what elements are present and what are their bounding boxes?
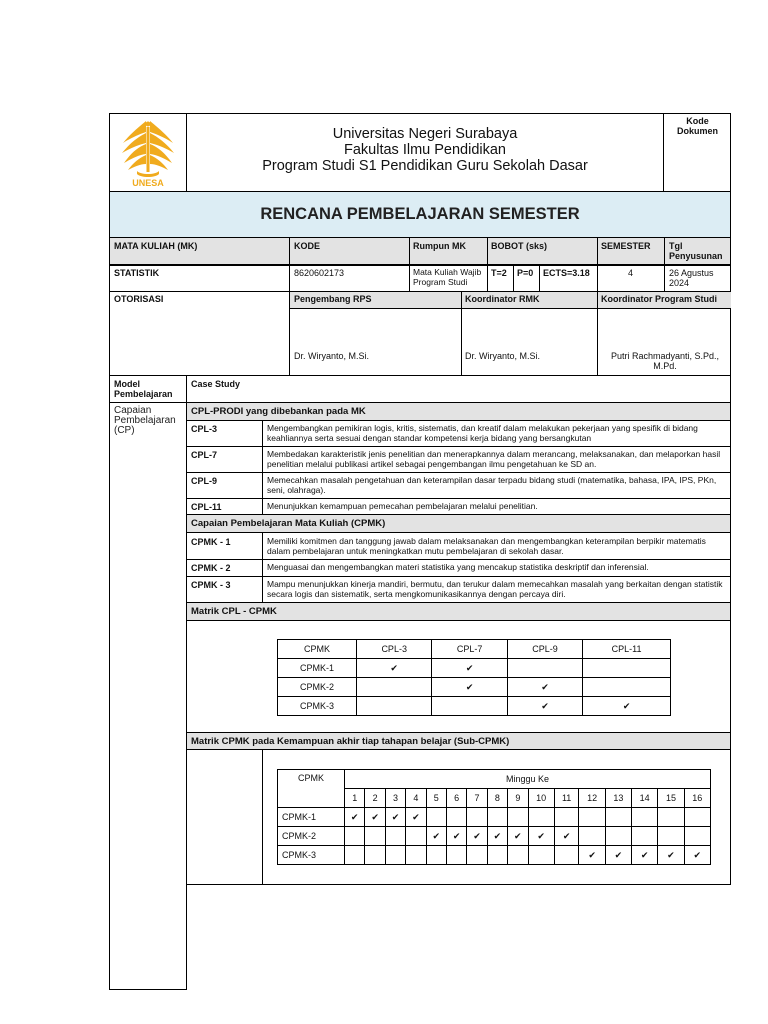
matrix1-col: CPL-9 — [507, 640, 582, 659]
matrix1-row-label: CPMK-2 — [278, 678, 357, 697]
matrix1-row — [278, 659, 671, 678]
divider — [262, 421, 263, 515]
matrix2-corner: CPMK — [278, 770, 345, 808]
matrix2-cell: ✔ — [426, 827, 446, 846]
cpl-section-header — [187, 403, 730, 421]
cpmk-row-separator — [187, 559, 730, 560]
matrix1-cell: ✔ — [432, 678, 507, 697]
matrix2-cell: ✔ — [385, 808, 405, 827]
row-separator — [109, 265, 731, 266]
sks-p: P=0 — [517, 268, 534, 278]
cpmk-row-separator — [187, 576, 730, 577]
logo-text: UNESA — [132, 178, 164, 188]
koordinator-prodi-label: Koordinator Program Studi — [601, 294, 718, 304]
matrix2-cell: ✔ — [406, 808, 426, 827]
matrix2-cell: ✔ — [487, 827, 507, 846]
matrix2-cell — [467, 846, 487, 865]
divider — [461, 291, 462, 376]
course-code: 8620602173 — [294, 268, 345, 278]
week-col: 5 — [426, 789, 446, 808]
matrix1-cell: ✔ — [583, 697, 671, 716]
matrix2-cell — [345, 846, 365, 865]
divider — [262, 533, 263, 603]
matrix2-row-label: CPMK-1 — [278, 808, 345, 827]
sks-ects: ECTS=3.18 — [543, 268, 590, 278]
matrix1-cell — [357, 697, 432, 716]
matrix2-cell — [554, 846, 579, 865]
matrix2-row — [278, 846, 711, 865]
matrix2-cell: ✔ — [467, 827, 487, 846]
faculty-name: Fakultas Ilmu Pendidikan — [344, 142, 506, 158]
matrix2-cell — [605, 808, 631, 827]
doc-code-label-2: Dokumen — [676, 126, 718, 136]
matrix2-row-label: CPMK-3 — [278, 846, 345, 865]
matrix1-cell — [357, 678, 432, 697]
koordinator-rmk-label: Koordinator RMK — [465, 294, 540, 304]
week-col: 16 — [684, 789, 710, 808]
week-col: 10 — [528, 789, 554, 808]
mk-header: MATA KULIAH (MK) — [114, 241, 198, 251]
matrix2-cell — [684, 808, 710, 827]
pengembang-name: Dr. Wiryanto, M.Si. — [294, 351, 370, 361]
otorisasi-label: OTORISASI — [114, 294, 164, 304]
matrix2-cell — [579, 808, 605, 827]
matrix2-cell — [658, 827, 684, 846]
week-col: 12 — [579, 789, 605, 808]
matrix2-section-title: Matrik CPMK pada Kemampuan akhir tiap tahapan belajar (Sub-CPMK) — [191, 736, 510, 747]
divider — [262, 750, 263, 885]
title-banner — [109, 191, 731, 238]
cpl-code: CPL-7 — [191, 450, 218, 460]
matrix2-row-label: CPMK-2 — [278, 827, 345, 846]
kode-header: KODE — [294, 241, 321, 251]
matrix2-cell: ✔ — [446, 827, 466, 846]
matrix2-cell — [385, 846, 405, 865]
matrix2-cell: ✔ — [554, 827, 579, 846]
matrix2-cell — [684, 827, 710, 846]
matrix2-cell — [632, 808, 658, 827]
model-label: Model Pembelajaran — [114, 379, 173, 399]
sks-t: T=2 — [491, 268, 507, 278]
matrix1-cell: ✔ — [432, 659, 507, 678]
cpmk-desc: Menguasai dan mengembangkan materi statistika yang mencakup statistika deskriptif dan inferensial. — [267, 562, 649, 572]
week-col: 8 — [487, 789, 507, 808]
rumpun-header: Rumpun MK — [413, 241, 466, 251]
week-col: 13 — [605, 789, 631, 808]
matrix2-cell — [554, 808, 579, 827]
cpl-desc: Mengembangkan pemikiran logis, kritis, sistematis, dan kreatif dalam melakukan pekerjaan yang spesifik di bidang keahliannya serta sesuai dengan standar kompetensi kerja bidang yang bersangkutan — [267, 423, 698, 443]
cpmk-desc: Memiliki komitmen dan tanggung jawab dalam melaksanakan dan mengembangkan keterampilan berpikir matematis dalam pembelajaran untuk meningkatkan mutu pembelajaran di sekolah dasar. — [267, 536, 706, 556]
matrix1-corner: CPMK — [278, 640, 357, 659]
course-name: STATISTIK — [114, 268, 160, 278]
cpl-row-separator — [187, 446, 730, 447]
matrix1-header-row — [278, 640, 671, 659]
matrix2-row — [278, 827, 711, 846]
cpl-code: CPL-3 — [191, 424, 218, 434]
matrix1-cell — [432, 697, 507, 716]
course-rumpun: Mata Kuliah Wajib Program Studi — [413, 268, 482, 287]
cpl-code: CPL-9 — [191, 476, 218, 486]
matrix2-cell: ✔ — [579, 846, 605, 865]
week-col: 7 — [467, 789, 487, 808]
matrix1-section-header — [187, 603, 730, 621]
matrix2-cell: ✔ — [345, 808, 365, 827]
divider — [597, 291, 598, 376]
matrix1-section-title: Matrik CPL - CPMK — [191, 606, 277, 617]
divider — [186, 376, 187, 990]
cpl-row-separator — [187, 498, 730, 499]
matrix2-cell: ✔ — [684, 846, 710, 865]
matrix2-cell — [579, 827, 605, 846]
unesa-logo-icon — [109, 113, 187, 191]
matrix2-cell: ✔ — [508, 827, 528, 846]
divider — [513, 265, 514, 291]
week-col: 14 — [632, 789, 658, 808]
matrix1-cell: ✔ — [507, 678, 582, 697]
matrix1-col: CPL-11 — [583, 640, 671, 659]
matrix1-row — [278, 678, 671, 697]
cp-bottom-border — [109, 989, 187, 990]
week-col: 1 — [345, 789, 365, 808]
cp-right-border — [730, 403, 731, 885]
course-semester: 4 — [627, 268, 633, 278]
matrix2-cell — [385, 827, 405, 846]
cpmk-section-header — [187, 515, 730, 533]
program-name: Program Studi S1 Pendidikan Guru Sekolah Dasar — [262, 158, 588, 174]
cpl-code: CPL-11 — [191, 502, 222, 512]
cpmk-code: CPMK - 2 — [191, 563, 231, 573]
week-col: 2 — [365, 789, 385, 808]
document-code-cell — [664, 113, 731, 191]
cpmk-code: CPMK - 3 — [191, 580, 231, 590]
matrix2-cell: ✔ — [365, 808, 385, 827]
matrix2-cell — [605, 827, 631, 846]
matrix2-cell — [508, 808, 528, 827]
course-date: 26 Agustus 2024 — [669, 268, 714, 288]
tgl-header-line-2: Penyusunan — [669, 251, 723, 261]
cp-label: Capaian Pembelajaran (CP) — [114, 405, 176, 436]
matrix2-cell — [508, 846, 528, 865]
week-col: 6 — [446, 789, 466, 808]
matrix2-cell — [446, 808, 466, 827]
matrix2-section-header — [187, 732, 730, 750]
matrix2-group-label: Minggu Ke — [345, 770, 711, 789]
matrix2-cell — [446, 846, 466, 865]
cpl-cpmk-matrix — [277, 639, 671, 716]
divider — [539, 265, 540, 291]
matrix2-cell — [528, 808, 554, 827]
matrix1-col: CPL-7 — [432, 640, 507, 659]
cpl-row-separator — [187, 472, 730, 473]
matrix2-cell — [365, 827, 385, 846]
logo-cell — [109, 113, 187, 191]
institution-cell — [187, 113, 664, 191]
matrix1-row-label: CPMK-1 — [278, 659, 357, 678]
matrix2-cell — [345, 827, 365, 846]
matrix2-cell — [658, 808, 684, 827]
matrix1-cell — [583, 659, 671, 678]
cpmk-code: CPMK - 1 — [191, 537, 231, 547]
week-col: 3 — [385, 789, 405, 808]
matrix1-cell — [507, 659, 582, 678]
matrix2-cell — [365, 846, 385, 865]
matrix2-cell — [426, 846, 446, 865]
matrix1-row-label: CPMK-3 — [278, 697, 357, 716]
matrix2-cell: ✔ — [632, 846, 658, 865]
tgl-header-line-1: Tgl — [669, 241, 683, 251]
matrix2-cell — [487, 808, 507, 827]
doc-code-label: Kode — [686, 116, 709, 126]
matrix2-cell: ✔ — [528, 827, 554, 846]
matrix2-cell — [406, 827, 426, 846]
model-value: Case Study — [191, 379, 241, 389]
matrix2-cell: ✔ — [605, 846, 631, 865]
matrix2-row — [278, 808, 711, 827]
cpl-desc: Menunjukkan kemampuan pemecahan pembelajaran melalui penelitian. — [267, 501, 538, 511]
matrix1-cell — [583, 678, 671, 697]
pengembang-label: Pengembang RPS — [294, 294, 372, 304]
cpmk-desc: Mampu menunjukkan kinerja mandiri, bermutu, dan terukur dalam memecahkan masalah yang berkaitan dengan statistik secara logis dan sistematik, serta mengkomunikasikannya dengan percaya diri. — [267, 579, 723, 599]
matrix1-cell: ✔ — [357, 659, 432, 678]
matrix2-cell — [406, 846, 426, 865]
matrix2-cell — [487, 846, 507, 865]
matrix2-cell — [467, 808, 487, 827]
matrix2-header-row — [278, 770, 711, 789]
cpl-desc: Memecahkan masalah pengetahuan dan keterampilan dasar terpadu bidang studi (matematika, bahasa, IPA, IPS, PKn, seni, olahraga). — [267, 475, 717, 495]
cp-content-bottom — [186, 884, 731, 885]
koordinator-prodi-name: Putri Rachmadyanti, S.Pd., M.Pd. — [610, 351, 720, 371]
page-title: RENCANA PEMBELAJARAN SEMESTER — [260, 205, 580, 223]
tgl-header — [669, 241, 723, 261]
week-col: 11 — [554, 789, 579, 808]
koordinator-rmk-name: Dr. Wiryanto, M.Si. — [465, 351, 541, 361]
matrix2-cell — [426, 808, 446, 827]
matrix1-cell: ✔ — [507, 697, 582, 716]
matrix1-col: CPL-3 — [357, 640, 432, 659]
week-col: 4 — [406, 789, 426, 808]
cpl-section-title: CPL-PRODI yang dibebankan pada MK — [191, 406, 366, 417]
cpmk-section-title: Capaian Pembelajaran Mata Kuliah (CPMK) — [191, 518, 386, 529]
matrix2-cell — [528, 846, 554, 865]
semester-header: SEMESTER — [601, 241, 651, 251]
matrix1-row — [278, 697, 671, 716]
week-col: 15 — [658, 789, 684, 808]
matrix2-cell: ✔ — [658, 846, 684, 865]
sub-cpmk-matrix — [277, 769, 711, 865]
week-col: 9 — [508, 789, 528, 808]
cp-left-border — [109, 403, 110, 990]
divider — [289, 291, 290, 376]
bobot-header: BOBOT (sks) — [491, 241, 548, 251]
matrix2-cell — [632, 827, 658, 846]
university-name: Universitas Negeri Surabaya — [332, 126, 518, 142]
cpl-desc: Membedakan karakteristik jenis penelitian dan menerapkannya dalam merancang, melaksanakan, dan melaporkan hasil penelitian melalui publikasi artikel sebagai pengembangan ilmu pengetahuan ke SD an. — [267, 449, 721, 469]
